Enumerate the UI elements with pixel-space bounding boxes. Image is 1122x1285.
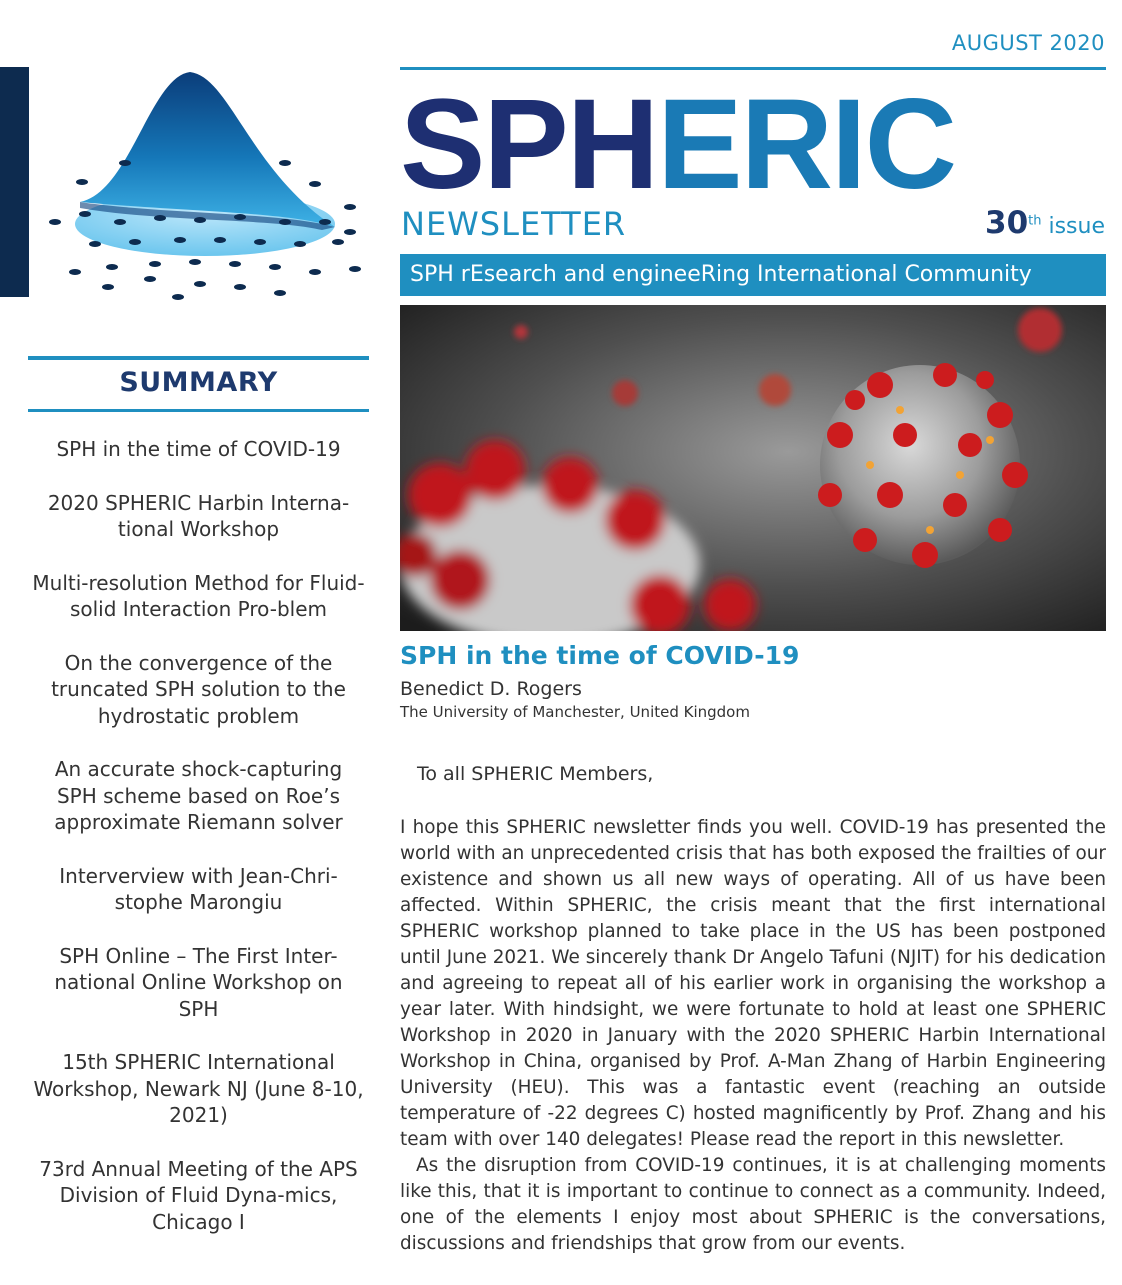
left-accent-bar: [0, 67, 29, 297]
issue-label: issue: [1048, 214, 1105, 239]
article-greeting: To all SPHERIC Members,: [417, 763, 654, 785]
issue-number-value: 30: [985, 205, 1029, 241]
summary-item[interactable]: SPH in the time of COVID-19: [56, 437, 341, 461]
article-paragraph: As the disruption from COVID-19 continues, it is at challenging moments like this, that it is important to continue to connect as a community. Indeed, one of the elements I enjoy most about SPHERIC is the conversations, discussions and friendships that grow from our events.: [400, 1155, 1106, 1254]
article-body: [400, 815, 1106, 1257]
coronavirus-image: [400, 305, 1106, 631]
tagline-banner: SPH rEsearch and engineeRing International Community: [400, 254, 1106, 296]
article-author: Benedict D. Rogers: [400, 678, 582, 700]
issue-number-suffix: th: [1028, 213, 1042, 229]
summary-item[interactable]: Multi-resolution Method for Fluid-solid Interaction Pro-blem: [32, 570, 365, 621]
summary-item[interactable]: An accurate shock-capturing SPH scheme based on Roe’s approximate Riemann solver: [54, 757, 343, 834]
summary-list: [28, 436, 369, 1262]
summary-item[interactable]: 73rd Annual Meeting of the APS Division of Fluid Dyna-mics, Chicago I: [39, 1156, 358, 1234]
issue-date: AUGUST 2020: [951, 31, 1105, 55]
header-rule: [400, 67, 1106, 70]
article-affiliation: The University of Manchester, United Kingdom: [400, 703, 750, 721]
article-paragraph: I hope this SPHERIC newsletter finds you well. COVID-19 has presented the world with an unprecedented crisis that has both exposed the frailties of our existence and shown us all new ways of operating. All of us have been affected. Within SPHERIC, the crisis meant that the first international SPHERIC workshop planned to take place in the US has been postponed until June 2021. We sincerely thank Dr Angelo Tafuni (NJIT) for his dedication and agreeing to repeat all of his earlier work in organising the workshop a year later. With hindsight, we were fortunate to hold at least one SPHERIC Workshop in 2020 in January with the 2020 SPHERIC Harbin International Workshop in China, organised by Prof. A-Man Zhang of Harbin Engineering University (HEU). This was a fantastic event (reaching an outside temperature of -22 degrees C) hosted magnificently by Prof. Zhang and his team with over 140 delegates! Please read the report in this newsletter.: [400, 817, 1106, 1150]
summary-bottom-rule: [28, 409, 369, 412]
article-title: SPH in the time of COVID-19: [400, 641, 800, 670]
sph-kernel-logo: [40, 62, 370, 307]
summary-top-rule: [28, 356, 369, 360]
masthead-title-dark: SPH: [400, 73, 658, 216]
summary-item[interactable]: On the convergence of the truncated SPH solution to the hydrostatic problem: [51, 650, 346, 728]
masthead-title: [400, 73, 955, 216]
summary-item[interactable]: Interverview with Jean-Chri-stophe Marongiu: [59, 863, 338, 914]
summary-item[interactable]: 2020 SPHERIC Harbin Interna-tional Workshop: [47, 490, 350, 541]
issue-number: [985, 205, 1105, 241]
summary-item[interactable]: 15th SPHERIC International Workshop, Newark NJ (June 8-10, 2021): [33, 1050, 364, 1127]
masthead-title-light: ERIC: [657, 73, 955, 216]
summary-title: SUMMARY: [119, 367, 278, 398]
masthead-subtitle: NEWSLETTER: [401, 205, 627, 243]
summary-item[interactable]: SPH Online – The First Inter-national Online Workshop on SPH: [54, 943, 343, 1021]
